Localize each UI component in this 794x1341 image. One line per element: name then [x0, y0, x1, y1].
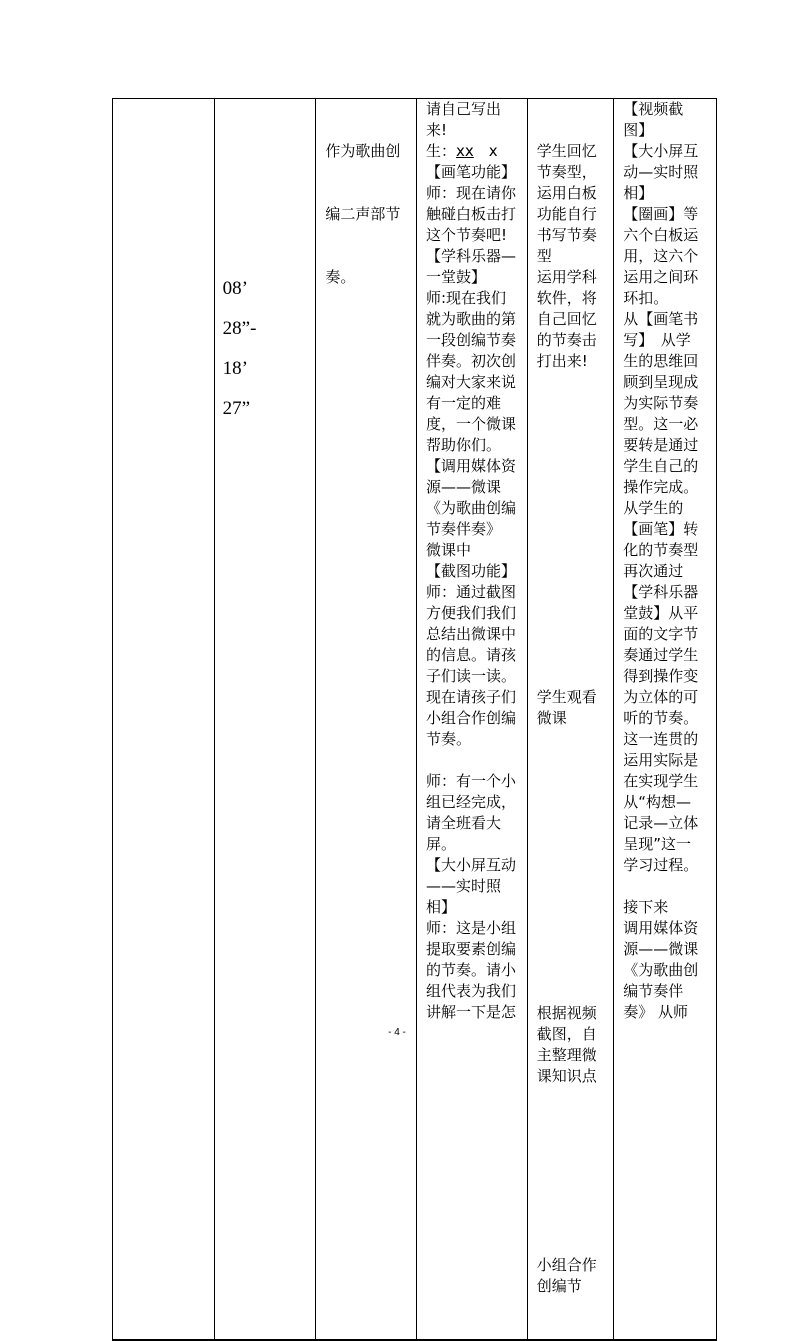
- table-row: [113, 99, 717, 1341]
- time-line: 28”-: [222, 318, 257, 339]
- text-line: 打出来!: [536, 352, 588, 370]
- text-line: 六个白板运: [623, 226, 699, 244]
- text-line: 【大小屏互: [623, 142, 699, 160]
- text-line: 伴奏。初次创: [426, 352, 517, 370]
- text-line: 【大小屏互动: [426, 856, 517, 874]
- text-line: 来!: [426, 121, 448, 139]
- text-line: 讲解一下是怎: [426, 1003, 517, 1021]
- text-line: 操作完成。: [623, 478, 699, 496]
- text-line: 调用媒体资: [623, 919, 699, 937]
- text-line: [623, 876, 713, 897]
- text-line: 功能自行: [536, 205, 597, 223]
- student-block: [537, 141, 611, 372]
- text-line: 师:现在我们: [426, 289, 507, 307]
- text-line: 这个节奏吧!: [426, 226, 508, 244]
- text-line: 【学科乐器—: [426, 247, 517, 265]
- text-line: 环扣。: [623, 289, 669, 307]
- text-line: 师：通过截图: [426, 583, 517, 601]
- text-line: 运用之间环: [623, 268, 699, 286]
- text-line: 小组合作: [536, 1256, 597, 1274]
- text-line: 从学生的: [623, 499, 684, 517]
- text-line: 运用白板: [536, 184, 597, 202]
- goal-cell: [316, 99, 417, 1341]
- text-line: 自己回忆: [536, 310, 597, 328]
- text-line: 课知识点: [536, 1067, 597, 1085]
- text-line: 组代表为我们: [426, 982, 517, 1000]
- text-line: 化的节奏型: [623, 541, 699, 559]
- text-line: 从“构想—: [623, 793, 692, 811]
- text-line: 学习过程。: [623, 856, 699, 874]
- time-line: 18’: [222, 358, 248, 379]
- text-line: 节奏型，: [536, 163, 597, 181]
- text-line: 总结出微课中: [426, 625, 517, 643]
- text-line: 一段创编节奏: [426, 331, 517, 349]
- text-line: 源——微课: [623, 940, 699, 958]
- text-line: 堂鼓】从平: [623, 604, 699, 622]
- text-line: 为实际节奏: [623, 394, 699, 412]
- text-line: 这一连贯的: [623, 730, 699, 748]
- design-intent-text: [614, 99, 716, 1023]
- design-intent-cell: [614, 99, 717, 1341]
- text-line: 学生自己的: [623, 457, 699, 475]
- text-line: 相】: [623, 184, 654, 202]
- text-line: 要转是通过: [623, 436, 699, 454]
- text-line: 触碰白板击打: [426, 205, 517, 223]
- text-line: 源——微课: [426, 478, 502, 496]
- student-block: [537, 687, 611, 729]
- text-line: 学生回忆: [536, 142, 597, 160]
- text-line: 请自己写出: [426, 100, 502, 118]
- text-line: 屏。: [426, 835, 457, 853]
- text-line: 【学科乐器: [623, 583, 699, 601]
- text-line: 师：这是小组: [426, 919, 517, 937]
- text-line: 现在请孩子们: [426, 688, 517, 706]
- text-line: 方便我们我们: [426, 604, 517, 622]
- rhythm-notation: xx: [456, 142, 474, 160]
- teacher-activity-cell: [417, 99, 528, 1341]
- text-line: 在实现学生: [623, 772, 699, 790]
- student-block: [537, 1003, 611, 1087]
- time-line: 08’: [222, 278, 248, 299]
- text-line: 面的文字节: [623, 625, 699, 643]
- time-range: [223, 269, 257, 429]
- text-line: 写】 从学: [623, 331, 691, 349]
- text-line: 《为歌曲创: [623, 961, 699, 979]
- text-line: 请全班看大: [426, 814, 502, 832]
- text-line: 呈现”这一: [623, 835, 692, 853]
- text-line: 小组合作创编: [426, 709, 517, 727]
- text-line: 主整理微: [536, 1046, 597, 1064]
- text-line: 软件，将: [536, 289, 597, 307]
- text-line: 用，这六个: [623, 247, 699, 265]
- text-line: 子们读一读。: [426, 667, 517, 685]
- text-line: 从【画笔书: [623, 310, 699, 328]
- text-line: 型。这一必: [623, 415, 699, 433]
- text-line: 为立体的可: [623, 688, 699, 706]
- text-line: 再次通过: [623, 562, 684, 580]
- text-line: 编节奏伴: [623, 982, 684, 1000]
- text-line: 顾到呈现成: [623, 373, 699, 391]
- text-line: 相】: [426, 898, 457, 916]
- text-line: 记录—立体: [623, 814, 699, 832]
- text-line: 学生观看: [536, 688, 597, 706]
- text-line: ——实时照: [426, 877, 502, 895]
- text-line: 师：有一个小: [426, 772, 517, 790]
- text-line: 书写节奏: [536, 226, 597, 244]
- text-line: 【画笔】转: [623, 520, 699, 538]
- text-line: 根据视频: [536, 1004, 597, 1022]
- text-line: 【截图功能】: [426, 562, 517, 580]
- text-line: 一堂鼓】: [426, 268, 487, 286]
- text-line: 奏。: [325, 268, 356, 286]
- text-line: 【圈画】等: [623, 205, 699, 223]
- text-line: 编二声部节: [325, 205, 401, 223]
- text-line: 提取要素创编: [426, 940, 517, 958]
- time-line: 27”: [222, 398, 251, 419]
- text-line: 接下来: [623, 898, 669, 916]
- page-number: - 4 -: [388, 1027, 406, 1038]
- text-line: 帮助你们。: [426, 436, 502, 454]
- text-line: 度，一个微课: [426, 415, 517, 433]
- empty-cell: [113, 99, 215, 1341]
- student-activity-cell: [527, 99, 614, 1341]
- text-line: 图】: [623, 121, 654, 139]
- text-line: 编对大家来说: [426, 373, 517, 391]
- text-line: 节奏伴奏》: [426, 520, 502, 538]
- text-line: 生：xx x: [426, 142, 498, 160]
- time-cell: [214, 99, 316, 1341]
- text-line: 【视频截: [623, 100, 684, 118]
- student-block: [537, 1255, 611, 1297]
- text-line: 听的节奏。: [623, 709, 699, 727]
- text-line: 的信息。请孩: [426, 646, 517, 664]
- text-line: 【调用媒体资: [426, 457, 517, 475]
- goal-text: [316, 99, 416, 330]
- text-line: 的节奏。请小: [426, 961, 517, 979]
- lesson-plan-table: [112, 98, 717, 1341]
- text-line: 奏》 从师: [623, 1003, 689, 1021]
- text-line: 运用学科: [536, 268, 597, 286]
- text-line: 就为歌曲的第: [426, 310, 517, 328]
- text-line: 【画笔功能】: [426, 163, 517, 181]
- text-line: 截图，自: [536, 1025, 597, 1043]
- text-line: 节奏。: [426, 730, 472, 748]
- student-activity-text: [528, 99, 614, 1339]
- text-line: 型: [536, 247, 552, 265]
- text-line: 创编节: [536, 1277, 582, 1295]
- text-line: 生的思维回: [623, 352, 699, 370]
- text-line: 《为歌曲创编: [426, 499, 517, 517]
- text-line: 的节奏击: [536, 331, 597, 349]
- text-line: 有一定的难: [426, 394, 502, 412]
- text-line: 组已经完成，: [426, 793, 517, 811]
- text-line: 微课: [536, 709, 567, 727]
- text-line: 奏通过学生: [623, 646, 699, 664]
- text-line: [426, 750, 524, 771]
- text-line: 微课中: [426, 541, 472, 559]
- text-line: 作为歌曲创: [325, 142, 401, 160]
- teacher-activity-text: [417, 99, 527, 1023]
- text-line: 师：现在请你: [426, 184, 517, 202]
- text-line: 得到操作变: [623, 667, 699, 685]
- text-line: 运用实际是: [623, 751, 699, 769]
- text-line: 动—实时照: [623, 163, 699, 181]
